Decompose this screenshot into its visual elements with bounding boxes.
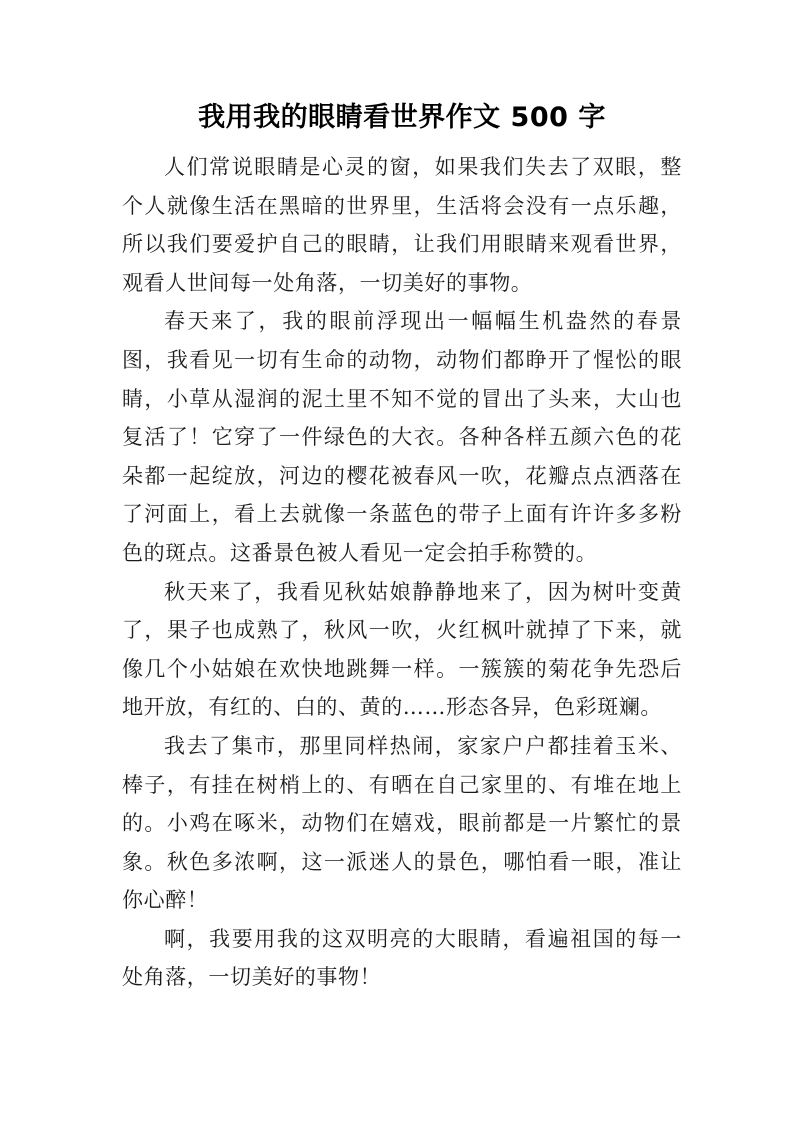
document-title: 我用我的眼睛看世界作文 500 字	[198, 102, 606, 133]
paragraph-conclusion: 啊，我要用我的这双明亮的大眼睛，看遍祖国的每一处角落，一切美好的事物！	[122, 926, 682, 990]
paragraph-market: 我去了集市，那里同样热闹，家家户户都挂着玉米、棒子，有挂在树梢上的、有晒在自己家里的、有堆在地上的。小鸡在啄米，动物们在嬉戏，眼前都是一片繁忙的景象。秋色多浓啊，这一派迷人的景色，哪怕看一眼，准让你心醉！	[122, 733, 682, 913]
paragraph-spring: 春天来了，我的眼前浮现出一幅幅生机盎然的春景图，我看见一切有生命的动物，动物们都睁开了惺忪的眼睛，小草从湿润的泥土里不知不觉的冒出了头来，大山也复活了！它穿了一件绿色的大衣。各种各样五颜六色的花朵都一起绽放，河边的樱花被春风一吹，花瓣点点洒落在了河面上，看上去就像一条蓝色的带子上面有许许多多粉色的斑点。这番景色被人看见一定会拍手称赞的。	[122, 309, 682, 565]
paragraph-intro: 人们常说眼睛是心灵的窗，如果我们失去了双眼，整个人就像生活在黑暗的世界里，生活将会没有一点乐趣，所以我们要爱护自己的眼睛，让我们用眼睛来观看世界，观看人世间每一处角落，一切美好的事物。	[122, 155, 682, 295]
paragraph-autumn: 秋天来了，我看见秋姑娘静静地来了，因为树叶变黄了，果子也成熟了，秋风一吹，火红枫叶就掉了下来，就像几个小姑娘在欢快地跳舞一样。一簇簇的菊花争先恐后地开放，有红的、白的、黄的……形态各异，色彩斑斓。	[122, 579, 682, 720]
